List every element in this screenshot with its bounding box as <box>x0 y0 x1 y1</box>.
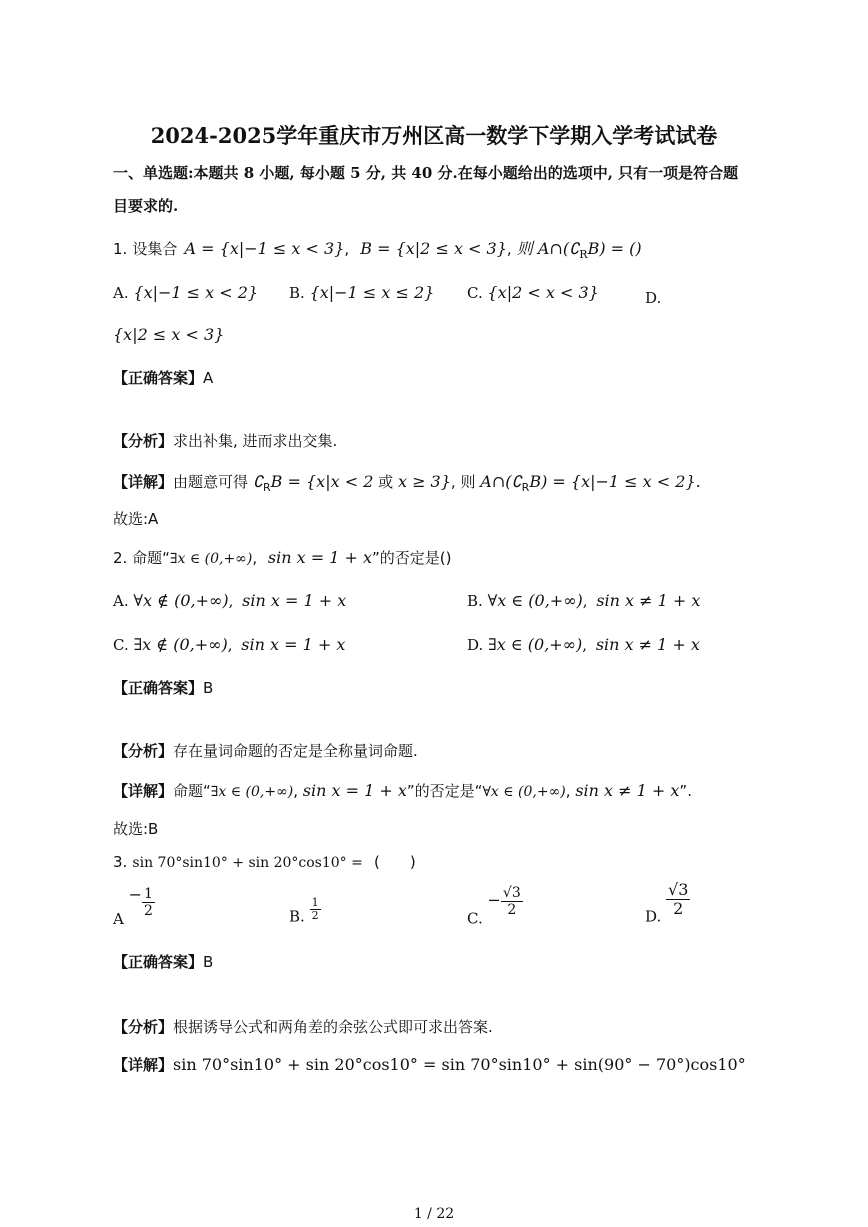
answer-value: A <box>203 369 214 387</box>
q3-option-d: D. $\frac{√3}{2}$ <box>645 880 689 926</box>
page-number: 1 / 22 <box>413 1206 455 1222</box>
q3-answer: 【正确答案】B <box>113 953 214 971</box>
analysis-text: 求出补集, 进而求出交集. <box>173 432 338 450</box>
section-heading-line1: 一、单选题:本题共 8 小题, 每小题 5 分, 共 40 分.在每小题给出的选项中, 只有一项是符合题 <box>113 164 739 182</box>
q1-conclusion: 故选:A <box>113 510 159 528</box>
analysis-label: 【分析】 <box>113 432 174 450</box>
q2-option-d: D. ∃x ∈ (0,+∞), sin x ≠ 1 + x <box>467 635 700 654</box>
fraction: $\frac{1}{2}$ <box>311 896 319 922</box>
q2-option-a: A. ∀x ∉ (0,+∞), sin x = 1 + x <box>113 591 347 610</box>
section-heading-line2: 目要求的. <box>113 197 179 215</box>
option-label: B. <box>289 284 305 302</box>
fraction: $\frac{1}{2}$ <box>144 885 153 919</box>
question-3: 3. sin 70°sin10° + sin 20°cos10° = ( ) <box>113 853 416 871</box>
option-label: A. <box>113 284 129 302</box>
q2-detail: 【详解】命题“∃x ∈ (0,+∞), sin x = 1 + x”的否定是“∀x ∈ (0,+∞), sin x ≠ 1 + x”. <box>113 781 692 800</box>
q2-option-c: C. ∃x ∉ (0,+∞), sin x = 1 + x <box>113 635 346 654</box>
q2-answer: 【正确答案】B <box>113 679 214 697</box>
question-number: 2. <box>113 549 128 567</box>
q3-analysis: 【分析】根据诱导公式和两角差的余弦公式即可求出答案. <box>113 1018 493 1036</box>
q1-answer <box>113 367 213 388</box>
q1-option-d-value: {x|2 ≤ x < 3} <box>113 325 225 344</box>
question-ask-sub: R <box>579 248 588 262</box>
answer-label: 【正确答案】 <box>113 369 204 387</box>
option-value: {x|−1 ≤ x ≤ 2} <box>309 283 435 302</box>
question-lead: 命题“ <box>132 549 170 567</box>
set-b: B = {x|2 ≤ x < 3} <box>360 239 507 258</box>
q2-conclusion: 故选:B <box>113 820 159 838</box>
q2-option-b: B. ∀x ∈ (0,+∞), sin x ≠ 1 + x <box>467 591 701 610</box>
fraction: $\frac{√3}{2}$ <box>502 885 521 918</box>
q1-option-b <box>289 283 434 302</box>
detail-label: 【详解】 <box>113 473 174 491</box>
question-number: 1. <box>113 240 128 258</box>
option-value: {x|−1 ≤ x < 2} <box>133 283 259 302</box>
q3-option-b: B. $\frac{1}{2}$ <box>289 896 319 926</box>
detail-lead: 由题意可得 <box>173 473 249 491</box>
question-1: 1. 设集合 A = {x|−1 ≤ x < 3}, B = {x|2 ≤ x < 3}, 则 $A\cap(∁_RB)$ = () <box>113 239 642 262</box>
q1-detail: 【详解】由题意可得 $∁_RB = \{x|x < 2$ 或 x ≥ 3}, 则 $A\cap(∁_RB) = \{x|-1 \le x < 2\}$. <box>113 472 701 494</box>
option-value: {x|2 < x < 3} <box>487 283 599 302</box>
question-2: 2. 命题“∃x ∈ (0,+∞), sin x = 1 + x”的否定是() <box>113 548 452 567</box>
q1-analysis <box>113 430 337 451</box>
question-ask-tail: B) = () <box>587 239 642 258</box>
set-a: A = {x|−1 ≤ x < 3} <box>184 239 345 258</box>
question-ask: 则 A∩(∁ <box>516 239 580 258</box>
q2-analysis: 【分析】存在量词命题的否定是全称量词命题. <box>113 742 418 760</box>
option-label: C. <box>467 284 483 302</box>
question-expression: sin 70°sin10° + sin 20°cos10° = <box>132 855 363 871</box>
q1-option-a <box>113 283 258 302</box>
page-title: 2024-2025学年重庆市万州区高一数学下学期入学考试试卷 <box>150 123 718 148</box>
q3-option-a: A − $\frac{1}{2}$ <box>113 885 153 928</box>
question-lead: 设集合 <box>132 240 178 258</box>
q3-option-c: C. − $\frac{√3}{2}$ <box>467 885 521 928</box>
q3-detail: 【详解】sin 70°sin10° + sin 20°cos10° = sin 70°sin10° + sin(90° − 70°)cos10° <box>113 1055 746 1074</box>
q1-option-c <box>467 283 599 302</box>
q1-option-d-label: D. <box>645 289 662 307</box>
fraction: $\frac{√3}{2}$ <box>668 880 689 918</box>
